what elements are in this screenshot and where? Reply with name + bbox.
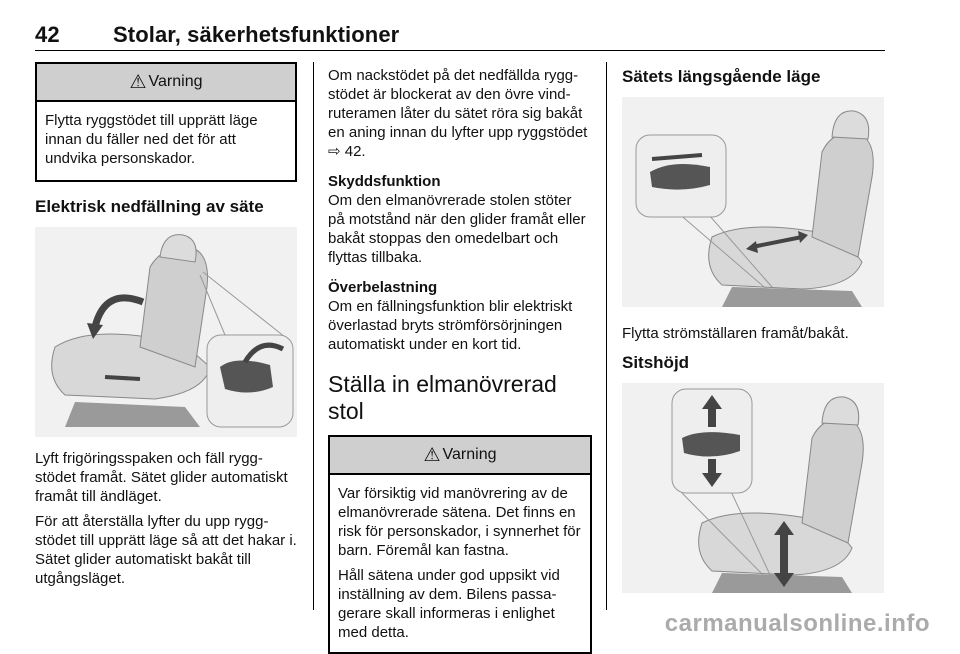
warning-icon: ⚠ <box>129 71 147 93</box>
seat-fold-drawing <box>35 227 297 437</box>
subheading: Överbelastning <box>328 279 438 296</box>
seat-longitudinal-illustration <box>622 97 884 307</box>
seat-height-illustration <box>622 383 884 593</box>
subheading: Skyddsfunktion <box>328 173 441 190</box>
warning-text: Håll sätena under god uppsikt vid inställning av dem. Bilens passagerare skall informeras i enlighet med detta. <box>338 567 560 641</box>
paragraph-text: Om nackstödet på det nedfällda ryggstödet är blockerat av den övre vindruteramen låter du sätet röra sig bakåt en aning innan du lyfter upp ryggstödet <box>328 67 588 141</box>
column-3 <box>622 62 886 593</box>
seat-fold-illustration <box>35 227 297 437</box>
warning-box <box>35 62 297 182</box>
warning-body <box>330 475 590 652</box>
warning-text: Flytta ryggstödet till upprätt läge innan du fäller ned det för att undvika personskador. <box>45 112 258 167</box>
caption: Flytta strömställaren framåt/bakåt. <box>622 325 849 342</box>
warning-header <box>330 437 590 475</box>
warning-icon: ⚠ <box>423 444 441 466</box>
header-rule <box>35 50 885 51</box>
column-1 <box>35 62 297 588</box>
column-2 <box>328 62 592 654</box>
warning-body <box>37 102 295 178</box>
paragraph: Om den elmanövrerade stolen stöter på motstånd när den glider framåt eller bakåt stoppas den omedelbart och flyttas tillbaka. <box>328 192 586 266</box>
column-divider <box>606 62 607 610</box>
column-divider <box>313 62 314 610</box>
paragraph <box>328 66 592 161</box>
page-reference[interactable]: 42. <box>344 143 366 160</box>
page-number: 42 <box>35 22 60 47</box>
paragraph: För att återställa lyfter du upp ryggstödet till upprätt läge så att det hakar i. Sätet glider automatiskt bakåt till utgångsläget. <box>35 513 297 587</box>
header-text <box>35 22 399 48</box>
seat-height-drawing <box>622 383 884 593</box>
warning-label: Varning <box>442 446 497 463</box>
arrow-reference-icon: ⇨ <box>328 143 341 160</box>
page-title: Stolar, säkerhetsfunktioner <box>113 22 400 47</box>
warning-text: Var försiktig vid manövrering av de elmanövrerade sätena. Det finns en risk för personskador, i synnerhet för barn. Föremål kan fastna. <box>338 485 581 559</box>
seat-longitudinal-drawing <box>622 97 884 307</box>
section-heading: Sätets längsgående läge <box>622 67 821 86</box>
section-heading: Sitshöjd <box>622 353 690 372</box>
warning-header <box>37 64 295 102</box>
warning-box <box>328 435 592 654</box>
watermark: carmanualsonline.info <box>664 610 930 637</box>
section-heading: Ställa in elmanövrerad stol <box>328 371 557 424</box>
paragraph: Om en fällningsfunktion blir elektriskt överlastad bryts strömförsörjningen automatiskt under en kort tid. <box>328 298 573 353</box>
warning-label: Varning <box>148 73 203 90</box>
section-heading: Elektrisk nedfällning av säte <box>35 197 264 216</box>
paragraph: Lyft frigöringsspaken och fäll ryggstödet framåt. Sätet glider automatiskt framåt till ändläget. <box>35 450 288 505</box>
